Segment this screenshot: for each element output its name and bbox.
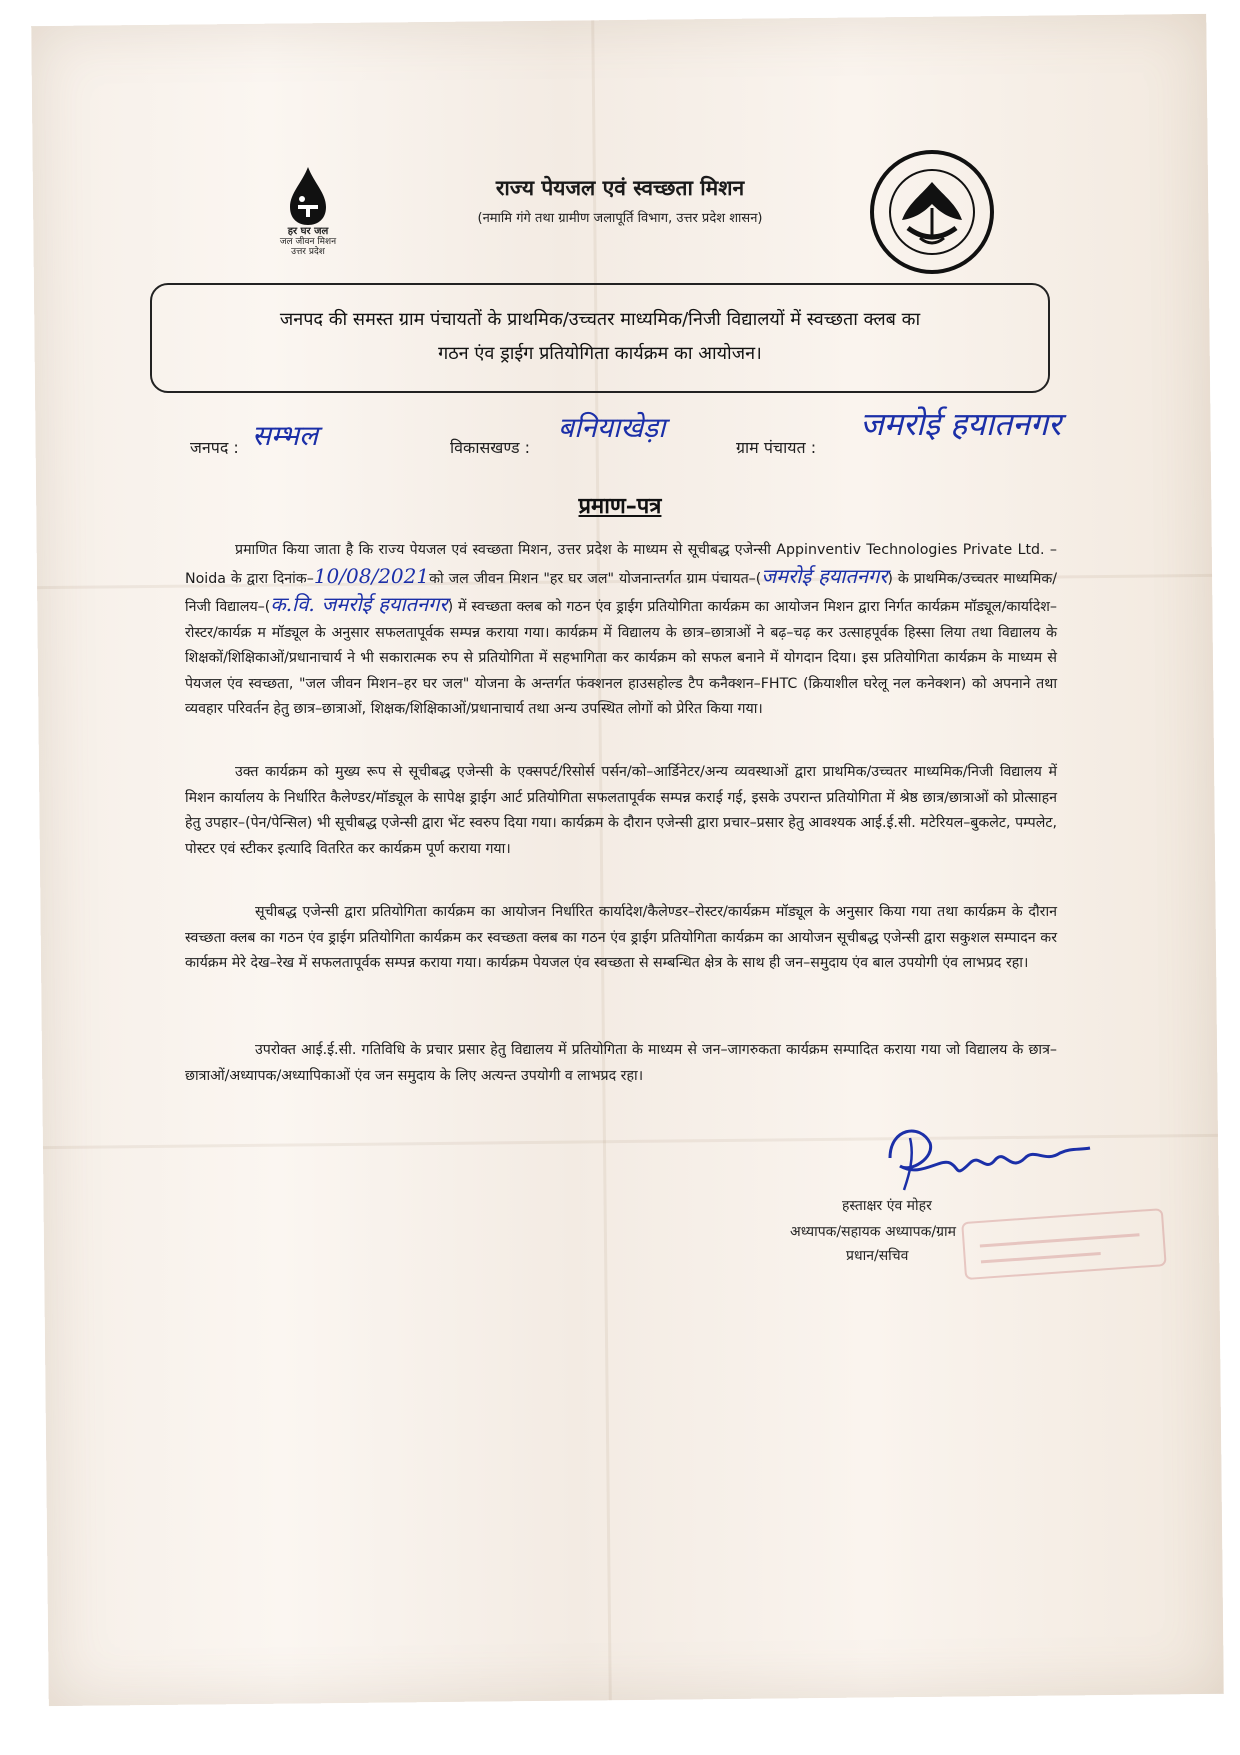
mission-subtitle: (नमामि गंगे तथा ग्रामीण जलापूर्ति विभाग, उत्तर प्रदेश शासन)	[477, 211, 763, 226]
janpad-value: सम्भल	[252, 419, 318, 452]
paragraph-2: उक्त कार्यक्रम को मुख्य रूप से सूचीबद्ध एजेन्सी के एक्सपर्ट/रिसोर्स पर्सन/को–आर्डिनेटर/अन्य व्यवस्थाओं द्वारा प्राथमिक/उच्चतर माध्यमिक/निजी विद्यालय में मिशन कार्यालय के निर्धारित कैलेण्डर/मॉड्यूल के सापेक्ष ड्राईग आर्ट प्रतियोगिता सफलतापूर्वक सम्पन्न कराई गई, इसके उपरान्त प्रतियोगिता में श्रेष्ठ छात्र/छात्राओं को प्रोत्साहन हेतु उपहार–(पेन/पेन्सिल) भी सूचीबद्ध एजेन्सी द्वारा भेंट स्वरुप दिया गया। कार्यक्रम के दौरान एजेन्सी द्वारा प्रचार–प्रसार हेतु आवश्यक आई.ई.सी. मटेरियल–बुकलेट, पम्पलेट, पोस्टर एवं स्टीकर इत्यादि वितरित कर कार्यक्रम पूर्ण कराया गया।	[185, 764, 1057, 857]
paragraph-3: सूचीबद्ध एजेन्सी द्वारा प्रतियोगिता कार्यक्रम का आयोजन निर्धारित कार्यादेश/कैलेण्डर–रोस्टर/कार्यक्रम मॉड्यूल के अनुसार किया गया तथा कार्यक्रम के दौरान स्वच्छता क्लब का गठन एंव ड्राईग प्रतियोगिता कार्यक्रम कर स्वच्छता क्लब का गठन एंव ड्राईग प्रतियोगिता कार्यक्रम का आयोजन सूचीबद्ध एजेन्सी द्वारा सकुशल सम्पादन कर कार्यक्रम मेरे देख–रेख में सफलतापूर्वक सम्पन्न कराया गया। कार्यक्रम पेयजल एंव स्वच्छता से सम्बन्धित क्षेत्र के साथ ही जन–समुदाय एंव बाल उपयोगी एंव लाभप्रद रहा।	[185, 904, 1057, 971]
vikaskhand-value: बनियाखेड़ा	[558, 411, 666, 444]
paragraph-1-part-d: ) में स्वच्छता क्लब को गठन एंव ड्राईग प्रतियोगिता कार्यक्रम का आयोजन मिशन द्वारा निर्गत कार्यक्रम मॉड्यूल/कार्यादेश–रोस्टर/कार्यक्र म मॉड्यूल के अनुसार सफलतापूर्वक सम्पन्न कराया गया। कार्यक्रम में विद्यालय के छात्र–छात्राओं ने बढ़–चढ़ कर उत्साहपूर्वक हिस्सा लिया तथा विद्यालय के शिक्षकों/शिक्षिकाओं/प्रधानाचार्य ने भी सकारात्मक रुप से प्रतियोगिता में सहभागिता कर कार्यक्रम को सफल बनाने में योगदान दिया। इस प्रतियोगिता कार्यक्रम के माध्यम से पेयजल एंव स्वच्छता, "जल जीवन मिशन–हर घर जल" योजना के अन्तर्गत फंक्शनल हाउसहोल्ड टैप कनैक्शन–FHTC (क्रियाशील घरेलू नल कनेक्शन) को अपनाने तथा व्यवहार परिवर्तन हेतु छात्र–छात्राओं, शिक्षक/शिक्षिकाओं/प्रधानाचार्य तथा अन्य उपस्थित लोगों को प्रेरित किया गया।	[185, 599, 1057, 717]
logo-caption-3: उत्तर प्रदेश	[291, 247, 325, 257]
signature-label: हस्ताक्षर एंव मोहर	[842, 1198, 932, 1214]
mission-title: राज्य पेयजल एवं स्वच्छता मिशन	[495, 176, 745, 200]
signatory-role-2: प्रधान/सचिव	[846, 1248, 909, 1264]
paragraph-1	[185, 538, 1057, 723]
gram-panchayat-label: ग्राम पंचायत :	[736, 438, 817, 457]
faint-stamp	[958, 1203, 1172, 1287]
event-banner	[150, 283, 1050, 393]
location-fields	[190, 405, 1190, 470]
document-title: प्रमाण–पत्र	[578, 494, 662, 519]
gram-panchayat-value: जमरोई हयातनगर	[860, 405, 1062, 443]
handwritten-gram-panchayat: जमरोई हयातनगर	[761, 563, 888, 588]
signatory-role-1: अध्यापक/सहायक अध्यापक/ग्राम	[790, 1224, 956, 1240]
janpad-label: जनपद :	[190, 438, 239, 457]
water-drop-icon	[272, 165, 344, 227]
paragraph-1-part-a: प्रमाणित किया जाता है कि राज्य पेयजल एवं स्वच्छता मिशन, उत्तर प्रदेश के माध्यम से सूचीबद्ध एजेन्सी Appinventiv Technologies Private Ltd. – Noida के द्वारा दिनांक–	[185, 542, 1057, 587]
banner-line-2: गठन एंव ड्राईग प्रतियोगिता कार्यक्रम का आयोजन।	[438, 343, 762, 364]
paragraph-1-part-c: ) के प्राथमिक/उच्चतर माध्यमिक/निजी विद्यालय–(	[185, 570, 1057, 615]
signature-scribble	[880, 1118, 1100, 1198]
logo-caption-1: हर घर जल	[287, 226, 329, 237]
seal-icon	[868, 148, 996, 276]
logo-caption-2: जल जीवन मिशन	[279, 237, 337, 247]
paragraph-1-part-b: को जल जीवन मिशन "हर घर जल" योजनान्तर्गत ग्राम पंचायत–(	[429, 570, 762, 587]
up-government-seal	[868, 148, 996, 276]
banner-line-1: जनपद की समस्त ग्राम पंचायतों के प्राथमिक/उच्चतर माध्यमिक/निजी विद्यालयों में स्वच्छता क्लब का	[279, 309, 921, 330]
har-ghar-jal-logo	[272, 165, 344, 265]
paragraph-4: उपरोक्त आई.ई.सी. गतिविधि के प्रचार प्रसार हेतु विद्यालय में प्रतियोगिता के माध्यम से जन–जागरुकता कार्यक्रम सम्पादित कराया गया जो विद्यालय के छात्र–छात्राओं/अध्यापक/अध्यापिकाओं एंव जन समुदाय के लिए अत्यन्त उपयोगी व लाभप्रद रहा।	[185, 1042, 1057, 1084]
vikaskhand-label: विकासखण्ड :	[450, 438, 531, 457]
handwritten-date: 10/08/2021	[313, 563, 430, 588]
handwritten-school: क.वि. जमरोई हयातनगर	[270, 592, 448, 616]
